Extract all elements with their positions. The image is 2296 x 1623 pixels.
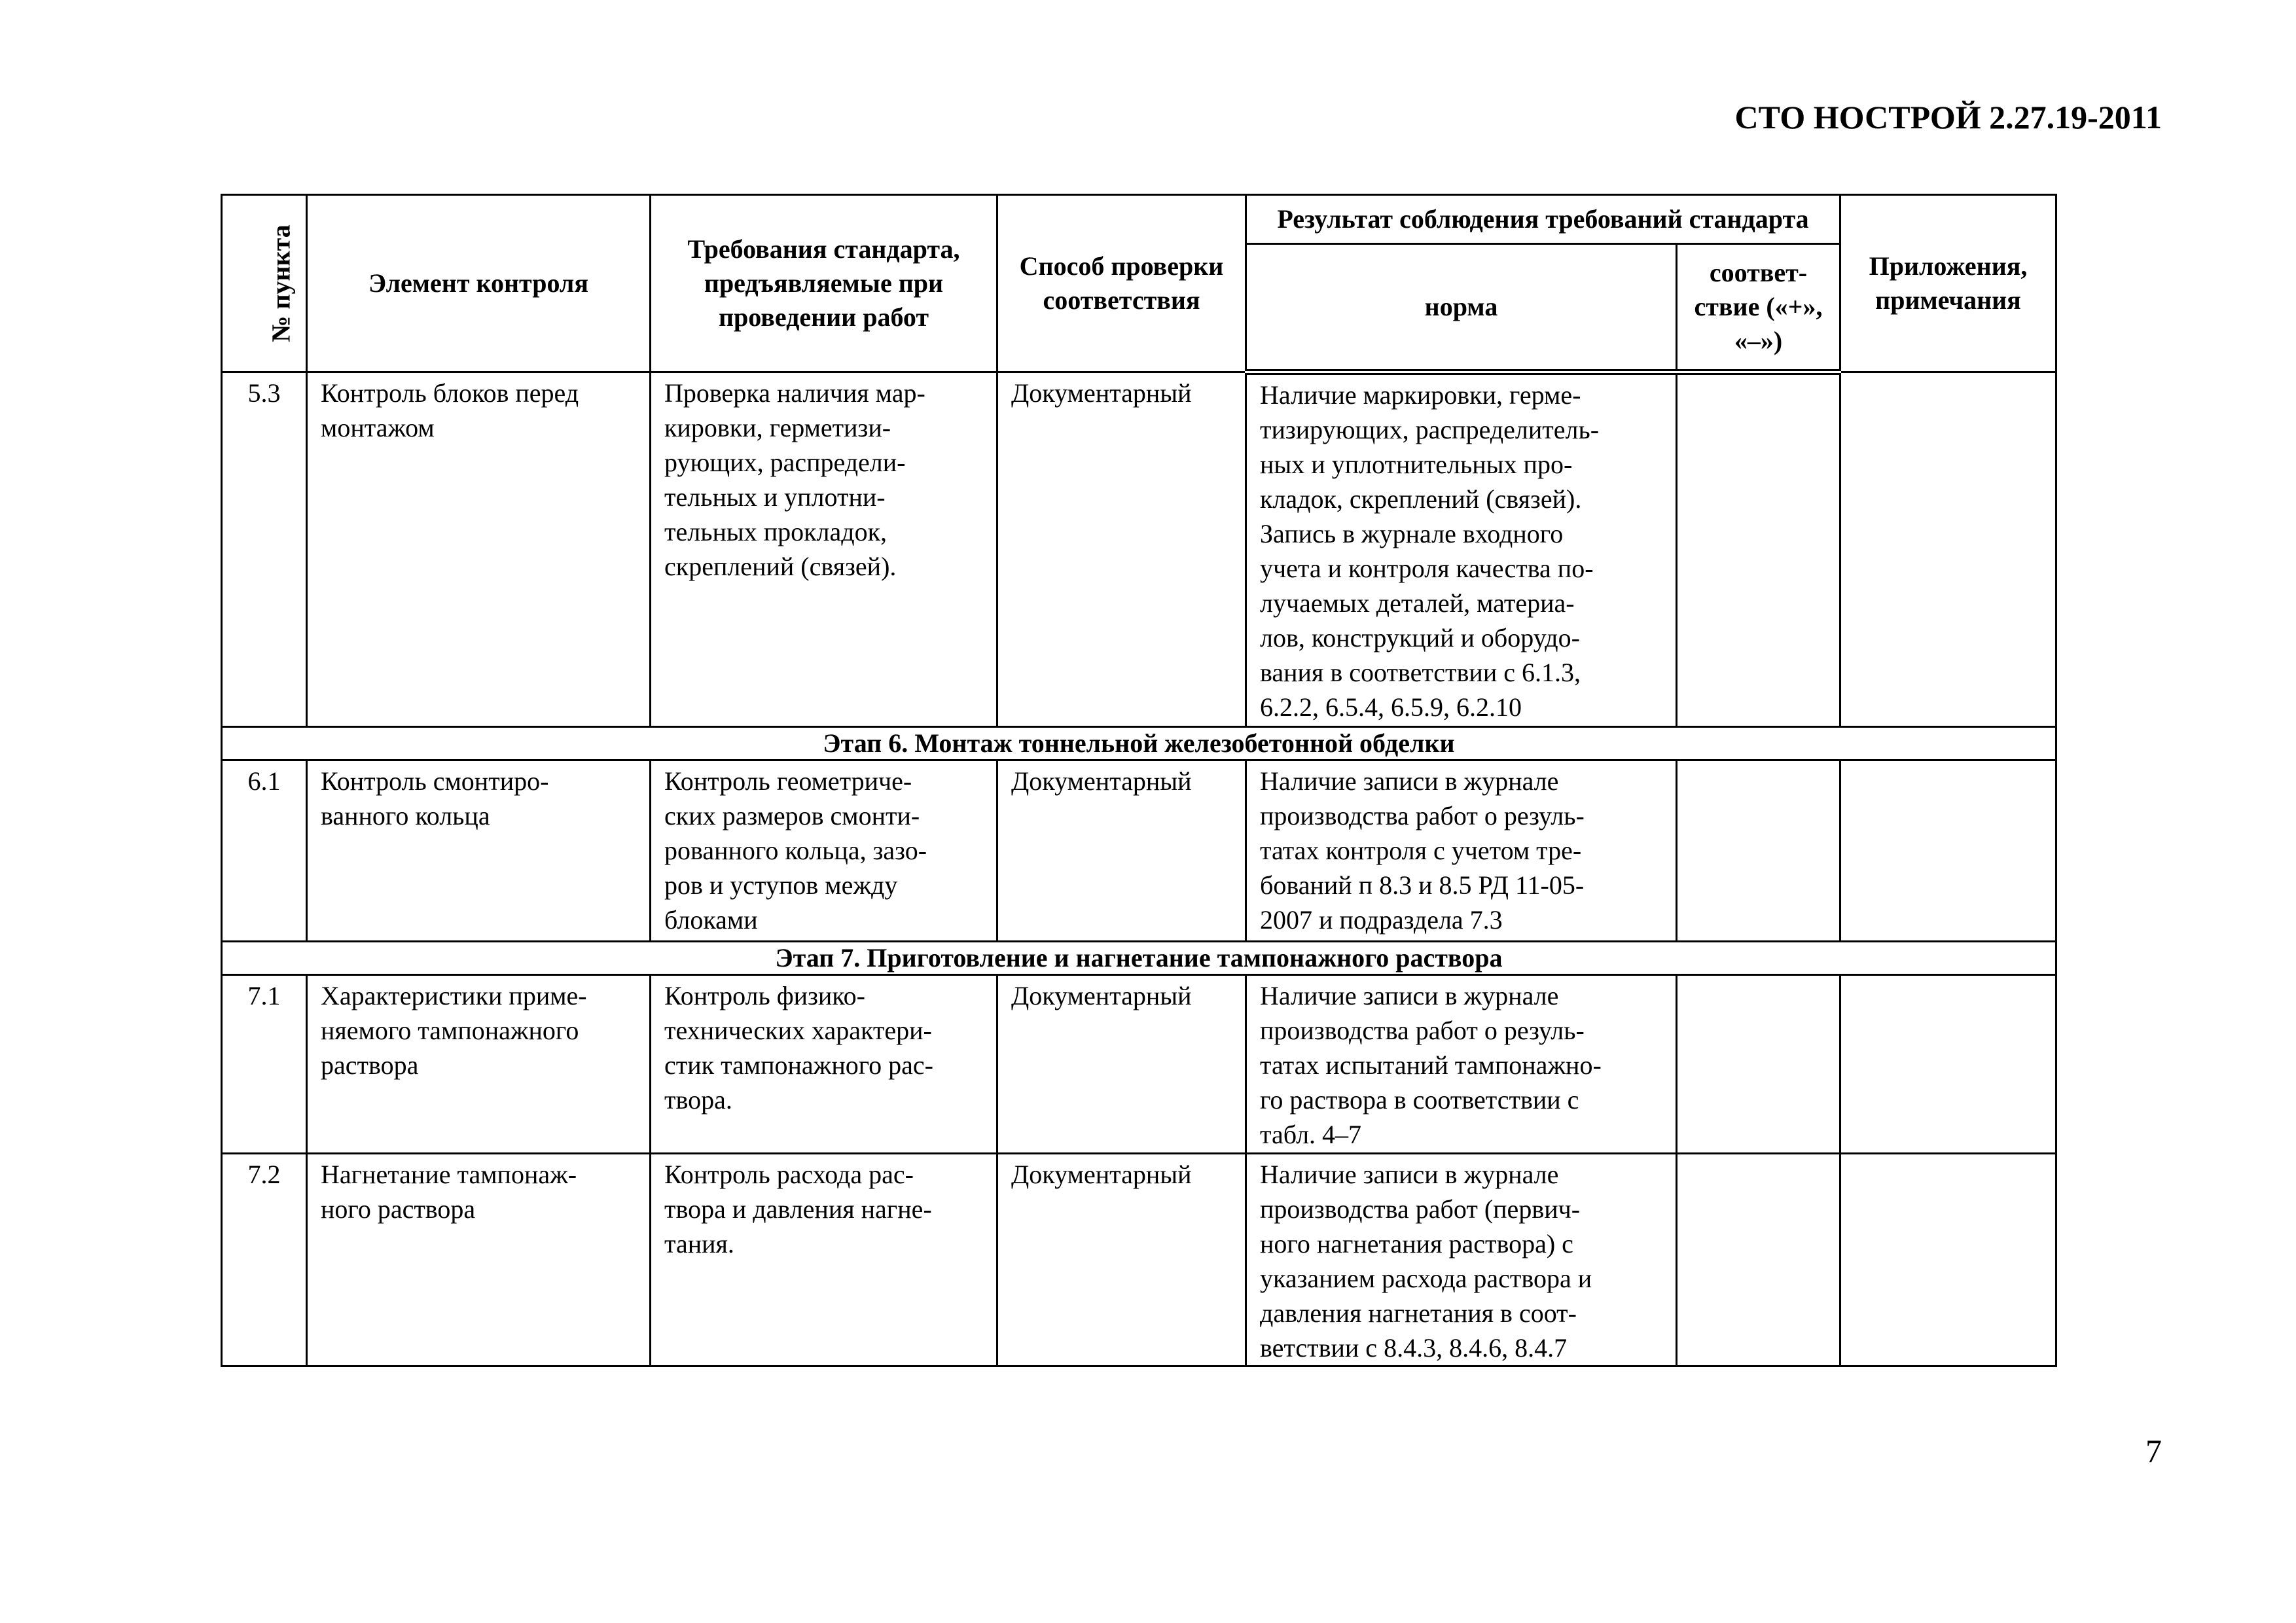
row-norm: Наличие записи в журнале производства работ о резуль- татах испытаний тампонажно- го раствора в соответствии с табл. 4–7 — [1246, 975, 1677, 1154]
row-element: Контроль блоков перед монтажом — [307, 372, 651, 727]
row-appendix — [1840, 372, 2056, 727]
row-requirements: Контроль физико- технических характери- стик тампонажного рас- твора. — [651, 975, 997, 1154]
row-element: Нагнетание тампонаж- ного раствора — [307, 1154, 651, 1366]
row-compliance — [1677, 372, 1840, 727]
row-num: 7.2 — [222, 1154, 307, 1366]
header-appendix: Приложения, примечания — [1840, 195, 2056, 372]
row-num: 6.1 — [222, 760, 307, 942]
row-method: Документарный — [997, 372, 1246, 727]
header-num-label: № пункта — [266, 224, 296, 342]
row-appendix — [1840, 760, 2056, 942]
page-number: 7 — [2145, 1433, 2162, 1469]
row-requirements: Проверка наличия мар- кировки, герметизи- рующих, распредели- тельных и уплотни- тельных прокладок, скреплений (связей). — [651, 372, 997, 727]
row-appendix — [1840, 1154, 2056, 1366]
row-compliance — [1677, 1154, 1840, 1366]
header-result-group: Результат соблюдения требований стандарта — [1246, 195, 1840, 244]
row-requirements: Контроль расхода рас- твора и давления нагне- тания. — [651, 1154, 997, 1366]
header-method: Способ проверки соответствия — [997, 195, 1246, 372]
table-row — [222, 975, 2056, 1154]
row-method: Документарный — [997, 760, 1246, 942]
row-compliance — [1677, 760, 1840, 942]
stage-title: Этап 7. Приготовление и нагнетание тампонажного раствора — [222, 942, 2056, 975]
table-row — [222, 1154, 2056, 1366]
row-element: Контроль смонтиро- ванного кольца — [307, 760, 651, 942]
table-row — [222, 372, 2056, 727]
control-table — [221, 194, 2057, 1367]
row-compliance — [1677, 975, 1840, 1154]
row-element: Характеристики приме- няемого тампонажного раствора — [307, 975, 651, 1154]
header-element: Элемент контроля — [307, 195, 651, 372]
stage-title: Этап 6. Монтаж тоннельной железобетонной обделки — [222, 727, 2056, 760]
document-code: СТО НОСТРОЙ 2.27.19-2011 — [1734, 99, 2162, 135]
header-norm: норма — [1246, 244, 1677, 372]
row-method: Документарный — [997, 975, 1246, 1154]
stage-row — [222, 727, 2056, 760]
stage-row — [222, 942, 2056, 975]
row-appendix — [1840, 975, 2056, 1154]
row-norm: Наличие маркировки, герме- тизирующих, распределитель- ных и уплотнительных про- кладок, скреплений (связей). Запись в журнале входного учета и контроля качества по- лучаемых деталей, материа- лов, конструкций и оборудо- вания в соответствии с 6.1.3, 6.2.2, 6.5.4, 6.5.9, 6.2.10 — [1246, 372, 1677, 727]
row-method: Документарный — [997, 1154, 1246, 1366]
row-requirements: Контроль геометриче- ских размеров смонти- рованного кольца, зазо- ров и уступов между блоками — [651, 760, 997, 942]
header-compliance: соответ-ствие («+», «–») — [1677, 244, 1840, 372]
row-num: 7.1 — [222, 975, 307, 1154]
row-norm: Наличие записи в журнале производства работ (первич- ного нагнетания раствора) с указанием расхода раствора и давления нагнетания в соот- ветствии с 8.4.3, 8.4.6, 8.4.7 — [1246, 1154, 1677, 1366]
header-requirements: Требования стандарта, предъявляемые при проведении работ — [651, 195, 997, 372]
row-norm: Наличие записи в журнале производства работ о резуль- татах контроля с учетом тре- бований п 8.3 и 8.5 РД 11-05- 2007 и подраздела 7.3 — [1246, 760, 1677, 942]
header-num — [222, 195, 307, 372]
row-num: 5.3 — [222, 372, 307, 727]
table-row — [222, 760, 2056, 942]
